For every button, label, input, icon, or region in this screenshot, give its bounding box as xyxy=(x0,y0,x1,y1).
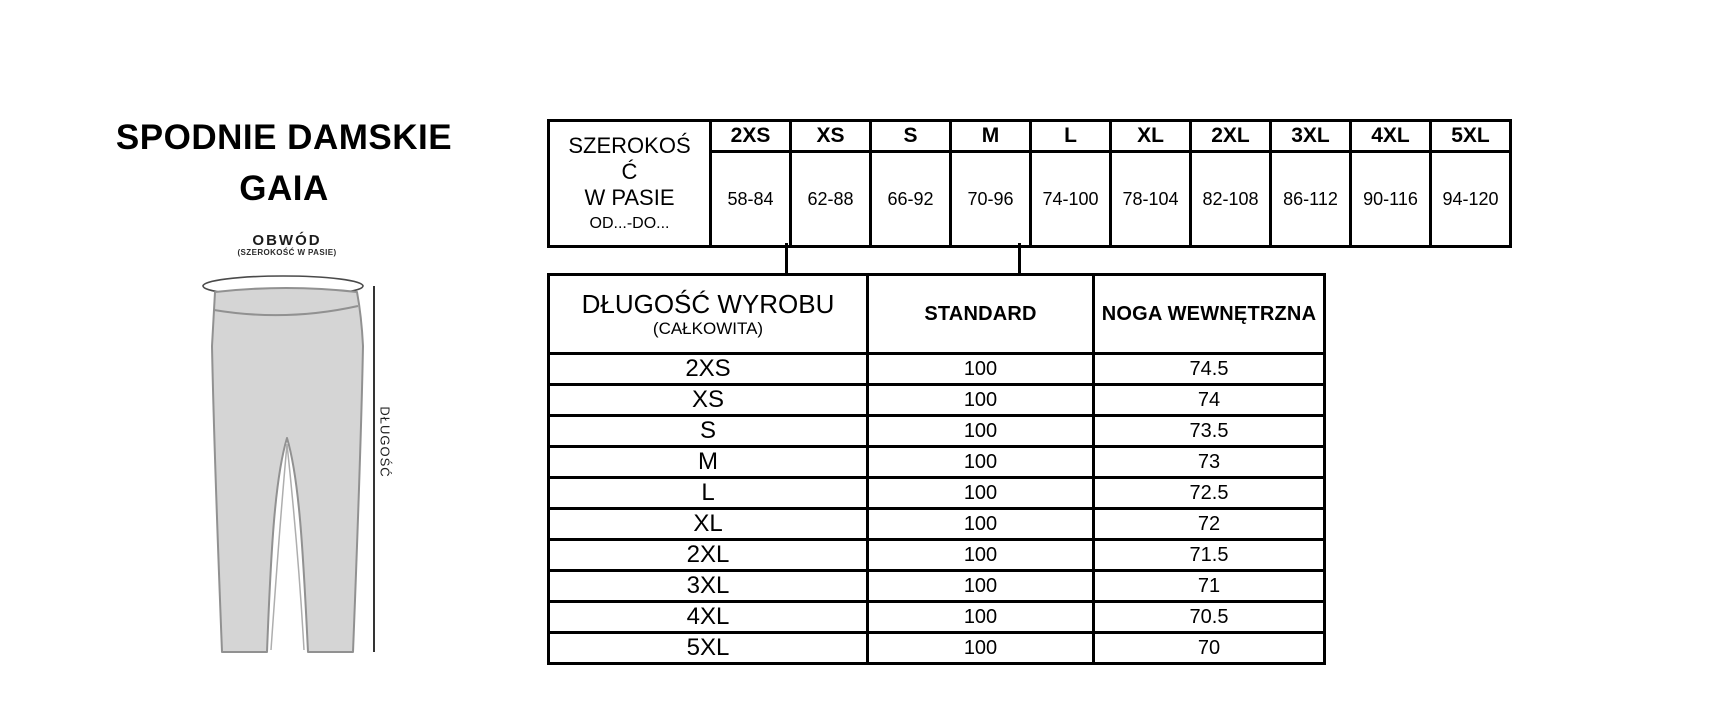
inner-leg-cell: 73 xyxy=(1094,447,1325,478)
size-col-header: 2XS xyxy=(711,121,791,152)
waist-label-line1: SZEROKOŚ xyxy=(568,133,691,158)
inner-leg-cell: 72 xyxy=(1094,509,1325,540)
product-length-table xyxy=(547,273,1326,665)
waist-range-cell: 82-108 xyxy=(1191,152,1271,247)
table-row xyxy=(549,509,1325,540)
standard-header-cell: STANDARD xyxy=(868,275,1094,354)
pants-shape xyxy=(212,288,363,652)
size-col-header: 3XL xyxy=(1271,121,1351,152)
waist-label-line3: W PASIE xyxy=(584,185,675,210)
length-header-cell xyxy=(549,275,868,354)
table-row xyxy=(549,416,1325,447)
length-header-line1: DŁUGOŚĆ WYROBU xyxy=(581,289,835,319)
pants-illustration xyxy=(175,248,405,660)
size-col-header: M xyxy=(951,121,1031,152)
waist-label-line4: OD...-DO... xyxy=(589,215,670,232)
waist-range-cell: 70-96 xyxy=(951,152,1031,247)
page-title-line2: GAIA xyxy=(239,169,329,208)
inner-leg-cell: 73.5 xyxy=(1094,416,1325,447)
waist-range-cell: 86-112 xyxy=(1271,152,1351,247)
waist-range-cell: 66-92 xyxy=(871,152,951,247)
standard-cell: 100 xyxy=(868,385,1094,416)
waist-range-cell: 74-100 xyxy=(1031,152,1111,247)
size-cell: 2XL xyxy=(549,540,868,571)
length-header-line2: (CAŁKOWITA) xyxy=(652,319,764,338)
standard-cell: 100 xyxy=(868,416,1094,447)
size-col-header: L xyxy=(1031,121,1111,152)
waist-measure-label-sub: (SZEROKOŚĆ W PASIE) xyxy=(237,248,337,257)
table-connector-line-left xyxy=(785,243,788,276)
table-row xyxy=(549,540,1325,571)
size-cell: 2XS xyxy=(549,354,868,385)
waist-range-cell: 78-104 xyxy=(1111,152,1191,247)
table-row xyxy=(549,602,1325,633)
table-connector-line-right xyxy=(1018,243,1021,276)
size-cell: 3XL xyxy=(549,571,868,602)
waist-width-table xyxy=(547,119,1512,248)
standard-cell: 100 xyxy=(868,540,1094,571)
inner-leg-cell: 74.5 xyxy=(1094,354,1325,385)
size-cell: S xyxy=(549,416,868,447)
size-col-header: 2XL xyxy=(1191,121,1271,152)
table-row xyxy=(549,447,1325,478)
table-row xyxy=(549,571,1325,602)
waist-table-label-cell xyxy=(549,121,711,247)
standard-cell: 100 xyxy=(868,478,1094,509)
size-col-header: S xyxy=(871,121,951,152)
size-cell: M xyxy=(549,447,868,478)
size-cell: XS xyxy=(549,385,868,416)
standard-cell: 100 xyxy=(868,602,1094,633)
size-col-header: 5XL xyxy=(1431,121,1511,152)
size-cell: L xyxy=(549,478,868,509)
size-col-header: XL xyxy=(1111,121,1191,152)
standard-cell: 100 xyxy=(868,571,1094,602)
waist-measure-label-main: OBWÓD xyxy=(252,232,322,249)
size-cell: XL xyxy=(549,509,868,540)
page-title xyxy=(116,112,452,214)
inner-leg-cell: 71 xyxy=(1094,571,1325,602)
page-title-line1: SPODNIE DAMSKIE xyxy=(115,118,453,157)
size-col-header: 4XL xyxy=(1351,121,1431,152)
size-col-header: XS xyxy=(791,121,871,152)
standard-cell: 100 xyxy=(868,447,1094,478)
waist-range-cell: 58-84 xyxy=(711,152,791,247)
inner-leg-cell: 71.5 xyxy=(1094,540,1325,571)
waist-range-cell: 94-120 xyxy=(1431,152,1511,247)
standard-cell: 100 xyxy=(868,509,1094,540)
table-row xyxy=(549,478,1325,509)
size-cell: 5XL xyxy=(549,633,868,664)
table-row xyxy=(549,633,1325,664)
waist-range-cell: 90-116 xyxy=(1351,152,1431,247)
size-cell: 4XL xyxy=(549,602,868,633)
standard-cell: 100 xyxy=(868,633,1094,664)
inner-leg-cell: 74 xyxy=(1094,385,1325,416)
inner-leg-cell: 70.5 xyxy=(1094,602,1325,633)
length-measure-label: DŁUGOŚĆ xyxy=(377,406,393,478)
inner-leg-cell: 72.5 xyxy=(1094,478,1325,509)
table-row xyxy=(549,354,1325,385)
inner-leg-cell: 70 xyxy=(1094,633,1325,664)
length-table-header-row xyxy=(549,275,1325,354)
inner-leg-header-cell: NOGA WEWNĘTRZNA xyxy=(1094,275,1325,354)
waist-range-cell: 62-88 xyxy=(791,152,871,247)
waist-label-line2: Ć xyxy=(621,159,638,184)
standard-cell: 100 xyxy=(868,354,1094,385)
waist-size-header-row xyxy=(549,121,1511,152)
table-row xyxy=(549,385,1325,416)
